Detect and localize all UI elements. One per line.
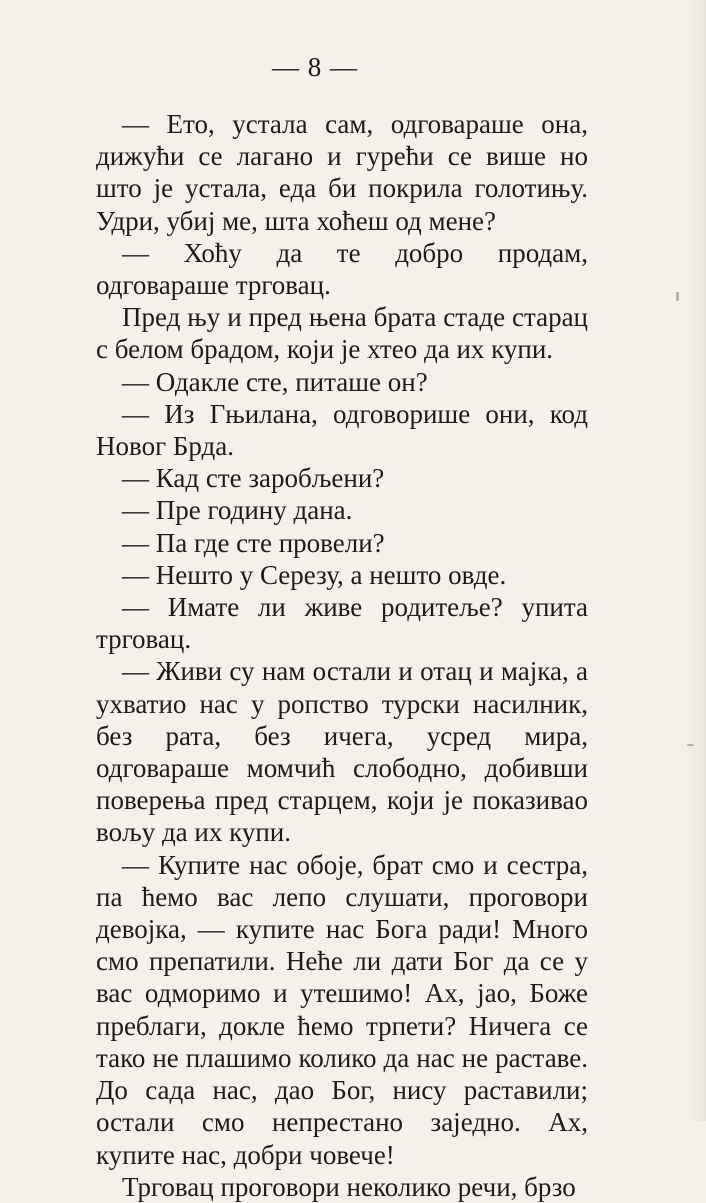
paragraph: — Па где сте провели? [122, 527, 385, 558]
paragraph: — Одакле сте, питаше он? [122, 366, 428, 397]
paragraph: — Хоћу да те добро продам, одговараше трговац. [96, 237, 588, 301]
page-edge-shadow [684, 0, 706, 1121]
paragraph: — Имате ли живе родитеље? упита трговац. [96, 592, 588, 655]
paragraph: — Купите нас обоје, брат смо и сестра, па ћемо вас лепо слушати, проговори девојка, — купите нас Бога ради! Много смо препатили. Неће ли дати Бог да се у вас одморимо и утешимо! Ах, јао, Боже преблаги, докле ћемо трпети? Ничега се тако не плашимо колико да нас не раставе. До сада нас, дао Бог, нису раставили; остали смо непрестано заједно. Ах, купите нас, добри човече! [96, 849, 588, 1170]
page-number-header: — 8 — [272, 52, 358, 82]
paragraph: — Ето, устала сам, одговараше она, дижући се лагано и гурећи се више но што је устала, еда би покрила голотињу. Удри, убиј ме, шта хоћеш од мене? [96, 109, 588, 236]
paragraph: — Живи су нам остали и отац и мајка, а ухватио нас у ропство турски насилник, без рата, без ичега, усред мира, одговараше момчић слободно, добивши поверења пред старцем, који је показивао вољу да их купи. [96, 656, 588, 848]
scan-speck [676, 292, 679, 301]
paragraph: — Кад сте заробљени? [122, 463, 385, 494]
paragraph: — Нешто у Серезу, а нешто овде. [122, 559, 507, 590]
paragraph: Пред њу и пред њена брата стаде старац с белом брадом, који је хтео да их купи. [96, 302, 588, 365]
paragraph: — Из Гњилана, одговорише они, код Новог Брда. [96, 398, 588, 462]
paragraph: — Пре годину дана. [122, 495, 353, 526]
scan-speck [687, 744, 694, 746]
paragraph: Трговац проговори неколико речи, брзо [122, 1171, 576, 1202]
body-text [96, 108, 588, 1203]
